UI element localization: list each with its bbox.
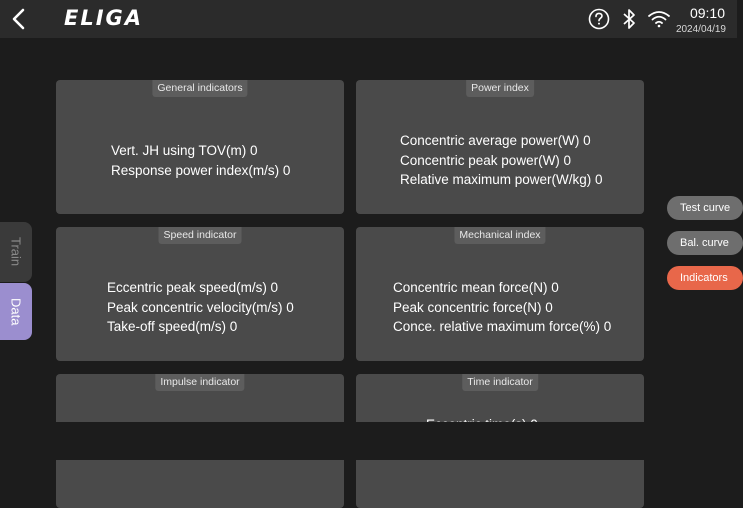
bottom-bar <box>0 422 737 460</box>
bluetooth-icon[interactable] <box>617 7 641 31</box>
indicator-value: Peak concentric velocity(m/s) 0 <box>107 299 294 315</box>
bal-curve-button[interactable] <box>667 231 743 255</box>
indicator-value: Eccentric peak speed(m/s) 0 <box>107 280 279 295</box>
wifi-icon <box>647 7 671 31</box>
brand-logo: ELIGA <box>64 6 144 30</box>
back-chevron-icon[interactable] <box>8 6 30 32</box>
clock-date: 2024/04/19 <box>675 24 726 35</box>
panel-values <box>107 278 294 337</box>
side-tab-label: Train <box>8 237 24 267</box>
clock-time: 09:10 <box>689 5 725 21</box>
panel-values <box>400 131 603 190</box>
indicator-value: Concentric peak power(W) 0 <box>400 152 572 168</box>
panel-power-index <box>356 80 644 214</box>
status-icons <box>587 7 671 31</box>
button-label: Indicators <box>680 272 728 284</box>
side-tab-label: Data <box>8 297 24 326</box>
indicators-content[interactable] <box>0 38 737 422</box>
panel-values <box>393 278 611 337</box>
indicator-value: Concentric mean force(N) 0 <box>393 280 559 295</box>
indicator-value: Concentric average power(W) 0 <box>400 133 591 148</box>
indicator-value: Relative maximum power(W/kg) 0 <box>400 172 603 187</box>
panel-title: Mechanical index <box>454 227 545 244</box>
indicator-value: Take-off speed(m/s) 0 <box>107 319 238 334</box>
side-tab-train[interactable] <box>0 222 32 282</box>
top-bar <box>0 0 737 38</box>
panel-general-indicators <box>56 80 344 214</box>
indicator-value: Conce. relative maximum force(%) 0 <box>393 319 612 334</box>
help-icon[interactable] <box>587 7 611 31</box>
panel-title: Speed indicator <box>159 227 242 244</box>
indicator-value: Response power index(m/s) 0 <box>111 162 291 178</box>
indicators-button[interactable] <box>667 266 743 290</box>
panel-values <box>111 141 290 180</box>
indicator-value: Vert. JH using TOV(m) 0 <box>111 143 258 158</box>
button-label: Test curve <box>680 202 731 214</box>
button-label: Bal. curve <box>680 237 729 249</box>
panel-title: Impulse indicator <box>155 374 244 391</box>
panel-title: General indicators <box>152 80 247 97</box>
panel-title: Time indicator <box>462 374 538 391</box>
side-tab-data[interactable] <box>0 283 32 340</box>
panel-speed-indicator <box>56 227 344 361</box>
test-curve-button[interactable] <box>667 196 743 220</box>
indicator-value: Peak concentric force(N) 0 <box>393 299 553 315</box>
panel-title: Power index <box>466 80 534 97</box>
panel-mechanical-index <box>356 227 644 361</box>
